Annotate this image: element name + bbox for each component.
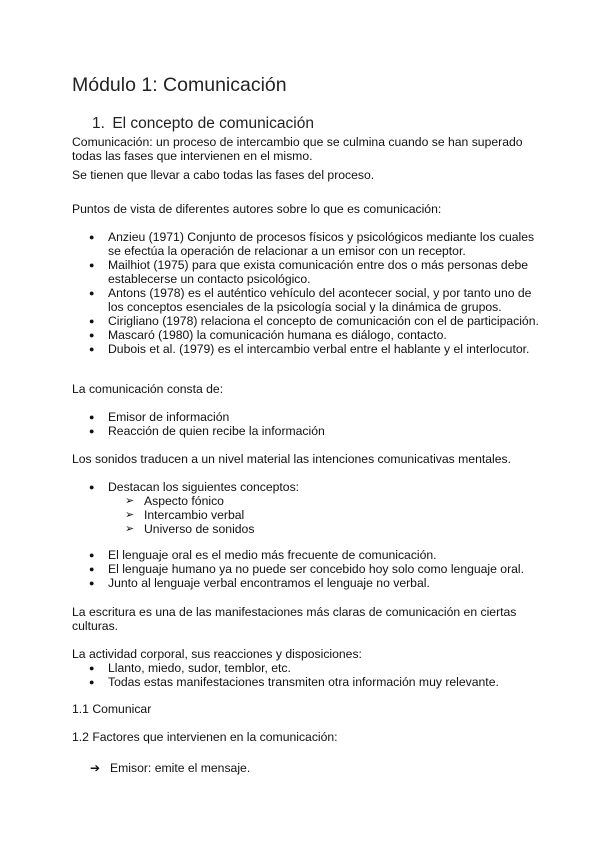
section-title: El concepto de comunicación [112, 115, 314, 132]
arrow-right-icon: ➔ [90, 761, 101, 775]
list-item: ● Junto al lenguaje verbal encontramos el lenguaje no verbal. [72, 576, 542, 590]
language-list [72, 548, 542, 590]
list-item: ● Emisor de información [72, 410, 542, 424]
consists-intro: La comunicación consta de: [72, 382, 224, 396]
section-number: 1. [92, 115, 105, 132]
body-list [72, 661, 542, 689]
list-item: ● Anzieu (1971) Conjunto de procesos físicos y psicológicos mediante los cuales se efectúa la operación de relacionar a un emisor con un receptor. [72, 230, 542, 258]
sounds-paragraph: Los sonidos traducen a un nivel material las intenciones comunicativas mentales. [72, 452, 511, 466]
factor-text: Emisor: emite el mensaje. [110, 761, 251, 775]
authors-intro: Puntos de vista de diferentes autores sobre lo que es comunicación: [72, 202, 442, 216]
body-activity-paragraph: La actividad corporal, sus reacciones y disposiciones: [72, 647, 362, 661]
concepts-sublist [108, 494, 542, 536]
sublist-item: ➢ Universo de sonidos [108, 522, 542, 536]
list-item: ● Cirigliano (1978) relaciona el concepto de comunicación con el de participación. [72, 314, 542, 328]
list-item: ● Mascaró (1980) la comunicación humana es diálogo, contacto. [72, 328, 542, 342]
list-item: ● Dubois et al. (1979) es el intercambio verbal entre el hablante y el interlocutor. [72, 342, 542, 356]
authors-list [72, 230, 542, 356]
concepts-intro: Destacan los siguientes conceptos: [108, 480, 300, 494]
list-item: ● El lenguaje oral es el medio más frecuente de comunicación. [72, 548, 542, 562]
sublist-item: ➢ Intercambio verbal [108, 508, 542, 522]
list-item: ● Llanto, miedo, sudor, temblor, etc. [72, 661, 542, 675]
subsection-comunicar: 1.1 Comunicar [72, 702, 152, 716]
definition-paragraph: Comunicación: un proceso de intercambio que se culmina cuando se han superado todas las fases que intervienen en el mismo. [72, 135, 523, 163]
section-heading [92, 115, 314, 133]
consists-list [72, 410, 542, 438]
subsection-factores: 1.2 Factores que intervienen en la comunicación: [72, 730, 338, 744]
list-item: ● El lenguaje humano ya no puede ser concebido hoy solo como lenguaje oral. [72, 562, 542, 576]
list-item: ● Todas estas manifestaciones transmiten otra información muy relevante. [72, 675, 542, 689]
list-item [72, 480, 542, 536]
list-item: ● Antons (1978) es el auténtico vehículo del acontecer social, y por tanto uno de los conceptos esenciales de la psicología social y la dinámica de grupos. [72, 286, 542, 314]
list-item: ● Mailhiot (1975) para que exista comunicación entre dos o más personas debe establecerse un contacto psicológico. [72, 258, 542, 286]
list-item: ● Reacción de quien recibe la información [72, 424, 542, 438]
concepts-list [72, 480, 542, 536]
phases-paragraph: Se tienen que llevar a cabo todas las fases del proceso. [72, 168, 375, 182]
page-title: Módulo 1: Comunicación [72, 74, 287, 96]
factor-item [90, 761, 250, 775]
writing-paragraph: La escritura es una de las manifestaciones más claras de comunicación en ciertas culturas. [72, 605, 517, 633]
sublist-item: ➢ Aspecto fónico [108, 494, 542, 508]
